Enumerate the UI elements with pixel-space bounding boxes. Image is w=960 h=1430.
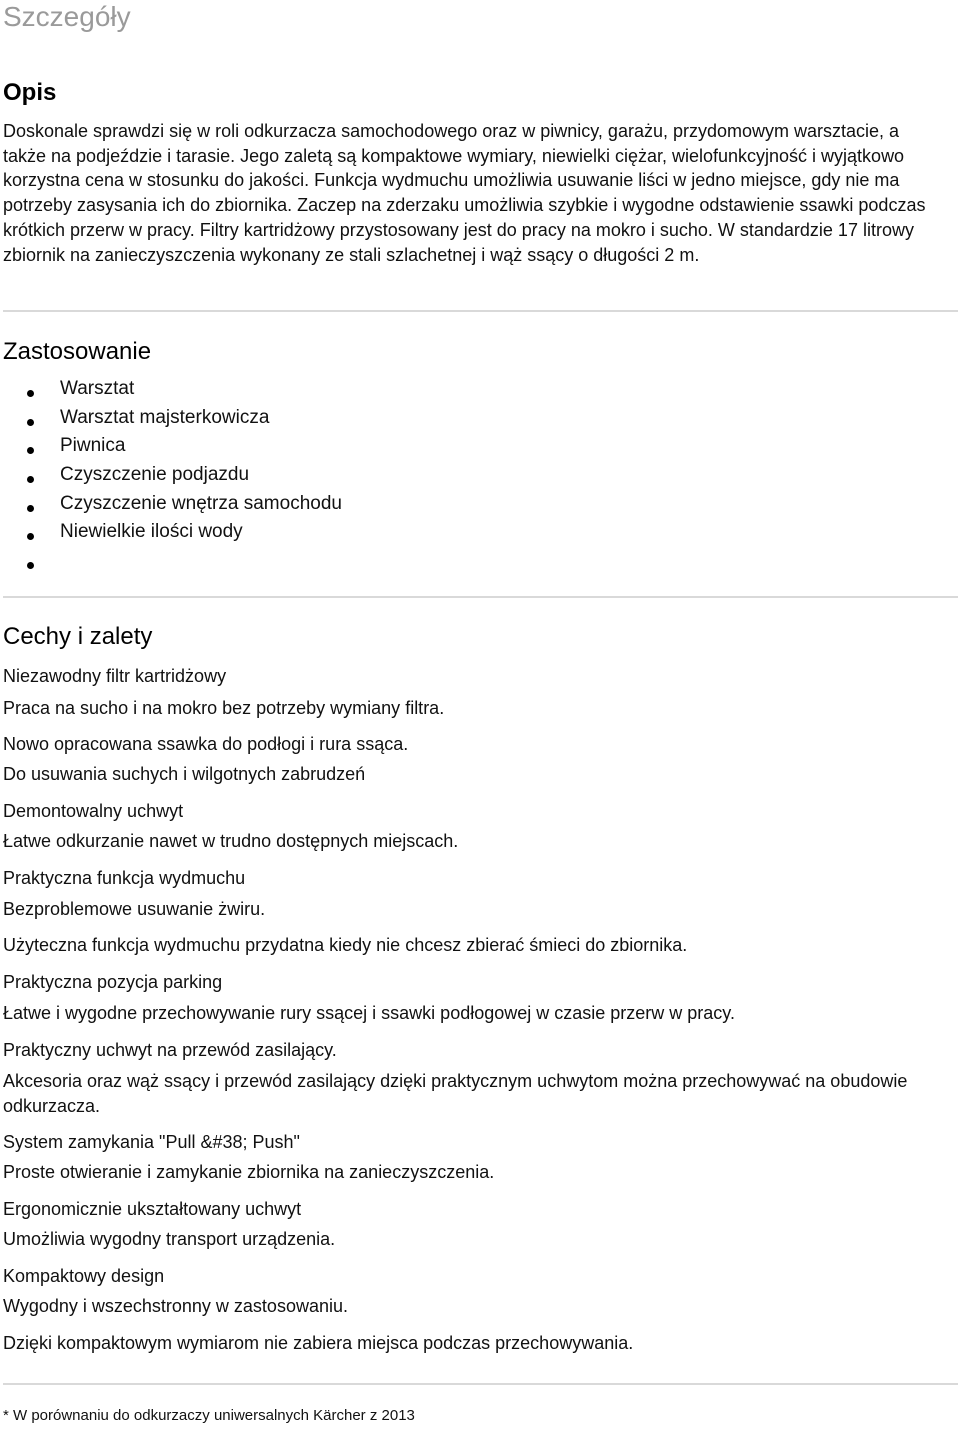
features-heading: Cechy i zalety xyxy=(3,623,153,650)
feature-title: Kompaktowy design xyxy=(3,1266,165,1286)
feature-description: Do usuwania suchych i wilgotnych zabrudzeń xyxy=(3,764,366,784)
applications-heading: Zastosowanie xyxy=(3,338,152,365)
feature-description: Umożliwia wygodny transport urządzenia. xyxy=(3,1229,336,1249)
feature-title: Demontowalny uchwyt xyxy=(3,801,184,821)
bullet-icon xyxy=(27,533,34,540)
list-item: Warsztat majsterkowicza xyxy=(3,404,342,433)
feature-description: Łatwe odkurzanie nawet w trudno dostępnych miejscach. xyxy=(3,831,459,851)
description-text: Doskonale sprawdzi się w roli odkurzacza samochodowego oraz w piwnicy, garażu, przydomowym warsztacie, a także na podjeździe i tarasie. Jego zaletą są kompaktowe wymiary, niewielki ciężar, wielofunkcyjność i wyjątkowo korzystna cena w stosunku do jakości. Funkcja wydmuchu umożliwia usuwanie liści w jedno miejsce, gdy nie ma potrzeby zasysania ich do zbiornika. Zaczep na zderzaku umożliwia szybkie i wygodne odstawienie ssawki podczas krótkich przerw w pracy. Filtry kartridżowy przystosowany jest do pracy na mokro i sucho. W standardzie 17 litrowy zbiornik na zanieczyszczenia wykonany ze stali szlachetnej i wąż ssący o długości 2 m. xyxy=(3,121,926,265)
feature-description: Proste otwieranie i zamykanie zbiornika na zanieczyszczenia. xyxy=(3,1162,495,1182)
list-item: Czyszczenie podjazdu xyxy=(3,461,342,490)
description-heading: Opis xyxy=(3,79,57,106)
bullet-icon xyxy=(27,476,34,483)
feature-title: Niezawodny filtr kartridżowy xyxy=(3,666,227,686)
feature-title: Praktyczna funkcja wydmuchu xyxy=(3,868,246,888)
section-divider xyxy=(3,310,958,312)
section-divider xyxy=(3,596,958,598)
bullet-icon xyxy=(27,505,34,512)
feature-title: Praktyczna pozycja parking xyxy=(3,972,223,992)
page-title: Szczegóły xyxy=(3,1,131,32)
section-divider xyxy=(3,1383,958,1385)
list-item: Warsztat xyxy=(3,375,342,404)
feature-description: Praca na sucho i na mokro bez potrzeby wymiany filtra. xyxy=(3,698,445,718)
applications-list xyxy=(3,375,342,576)
list-item: Piwnica xyxy=(3,432,342,461)
feature-description: Użyteczna funkcja wydmuchu przydatna kiedy nie chcesz zbierać śmieci do zbiornika. xyxy=(3,935,688,955)
feature-description: Dzięki kompaktowym wymiarom nie zabiera miejsca podczas przechowywania. xyxy=(3,1333,634,1353)
feature-description: Bezproblemowe usuwanie żwiru. xyxy=(3,899,266,919)
feature-description: Łatwe i wygodne przechowywanie rury ssącej i ssawki podłogowej w czasie przerw w pracy. xyxy=(3,1003,735,1023)
feature-title: Praktyczny uchwyt na przewód zasilający. xyxy=(3,1040,337,1060)
footnote: * W porównaniu do odkurzaczy uniwersalnych Kärcher z 2013 xyxy=(3,1407,415,1424)
list-item: Czyszczenie wnętrza samochodu xyxy=(3,490,342,519)
feature-description: Wygodny i wszechstronny w zastosowaniu. xyxy=(3,1296,348,1316)
feature-title: Nowo opracowana ssawka do podłogi i rura ssąca. xyxy=(3,734,409,754)
bullet-icon xyxy=(27,562,34,569)
feature-title: Ergonomicznie ukształtowany uchwyt xyxy=(3,1199,302,1219)
feature-title: System zamykania "Pull &#38; Push" xyxy=(3,1132,300,1152)
bullet-icon xyxy=(27,447,34,454)
list-item xyxy=(3,547,342,576)
bullet-icon xyxy=(27,419,34,426)
feature-description: Akcesoria oraz wąż ssący i przewód zasilający dzięki praktycznym uchwytom można przechowywać na obudowie odkurzacza. xyxy=(3,1071,908,1116)
bullet-icon xyxy=(27,390,34,397)
list-item: Niewielkie ilości wody xyxy=(3,518,342,547)
